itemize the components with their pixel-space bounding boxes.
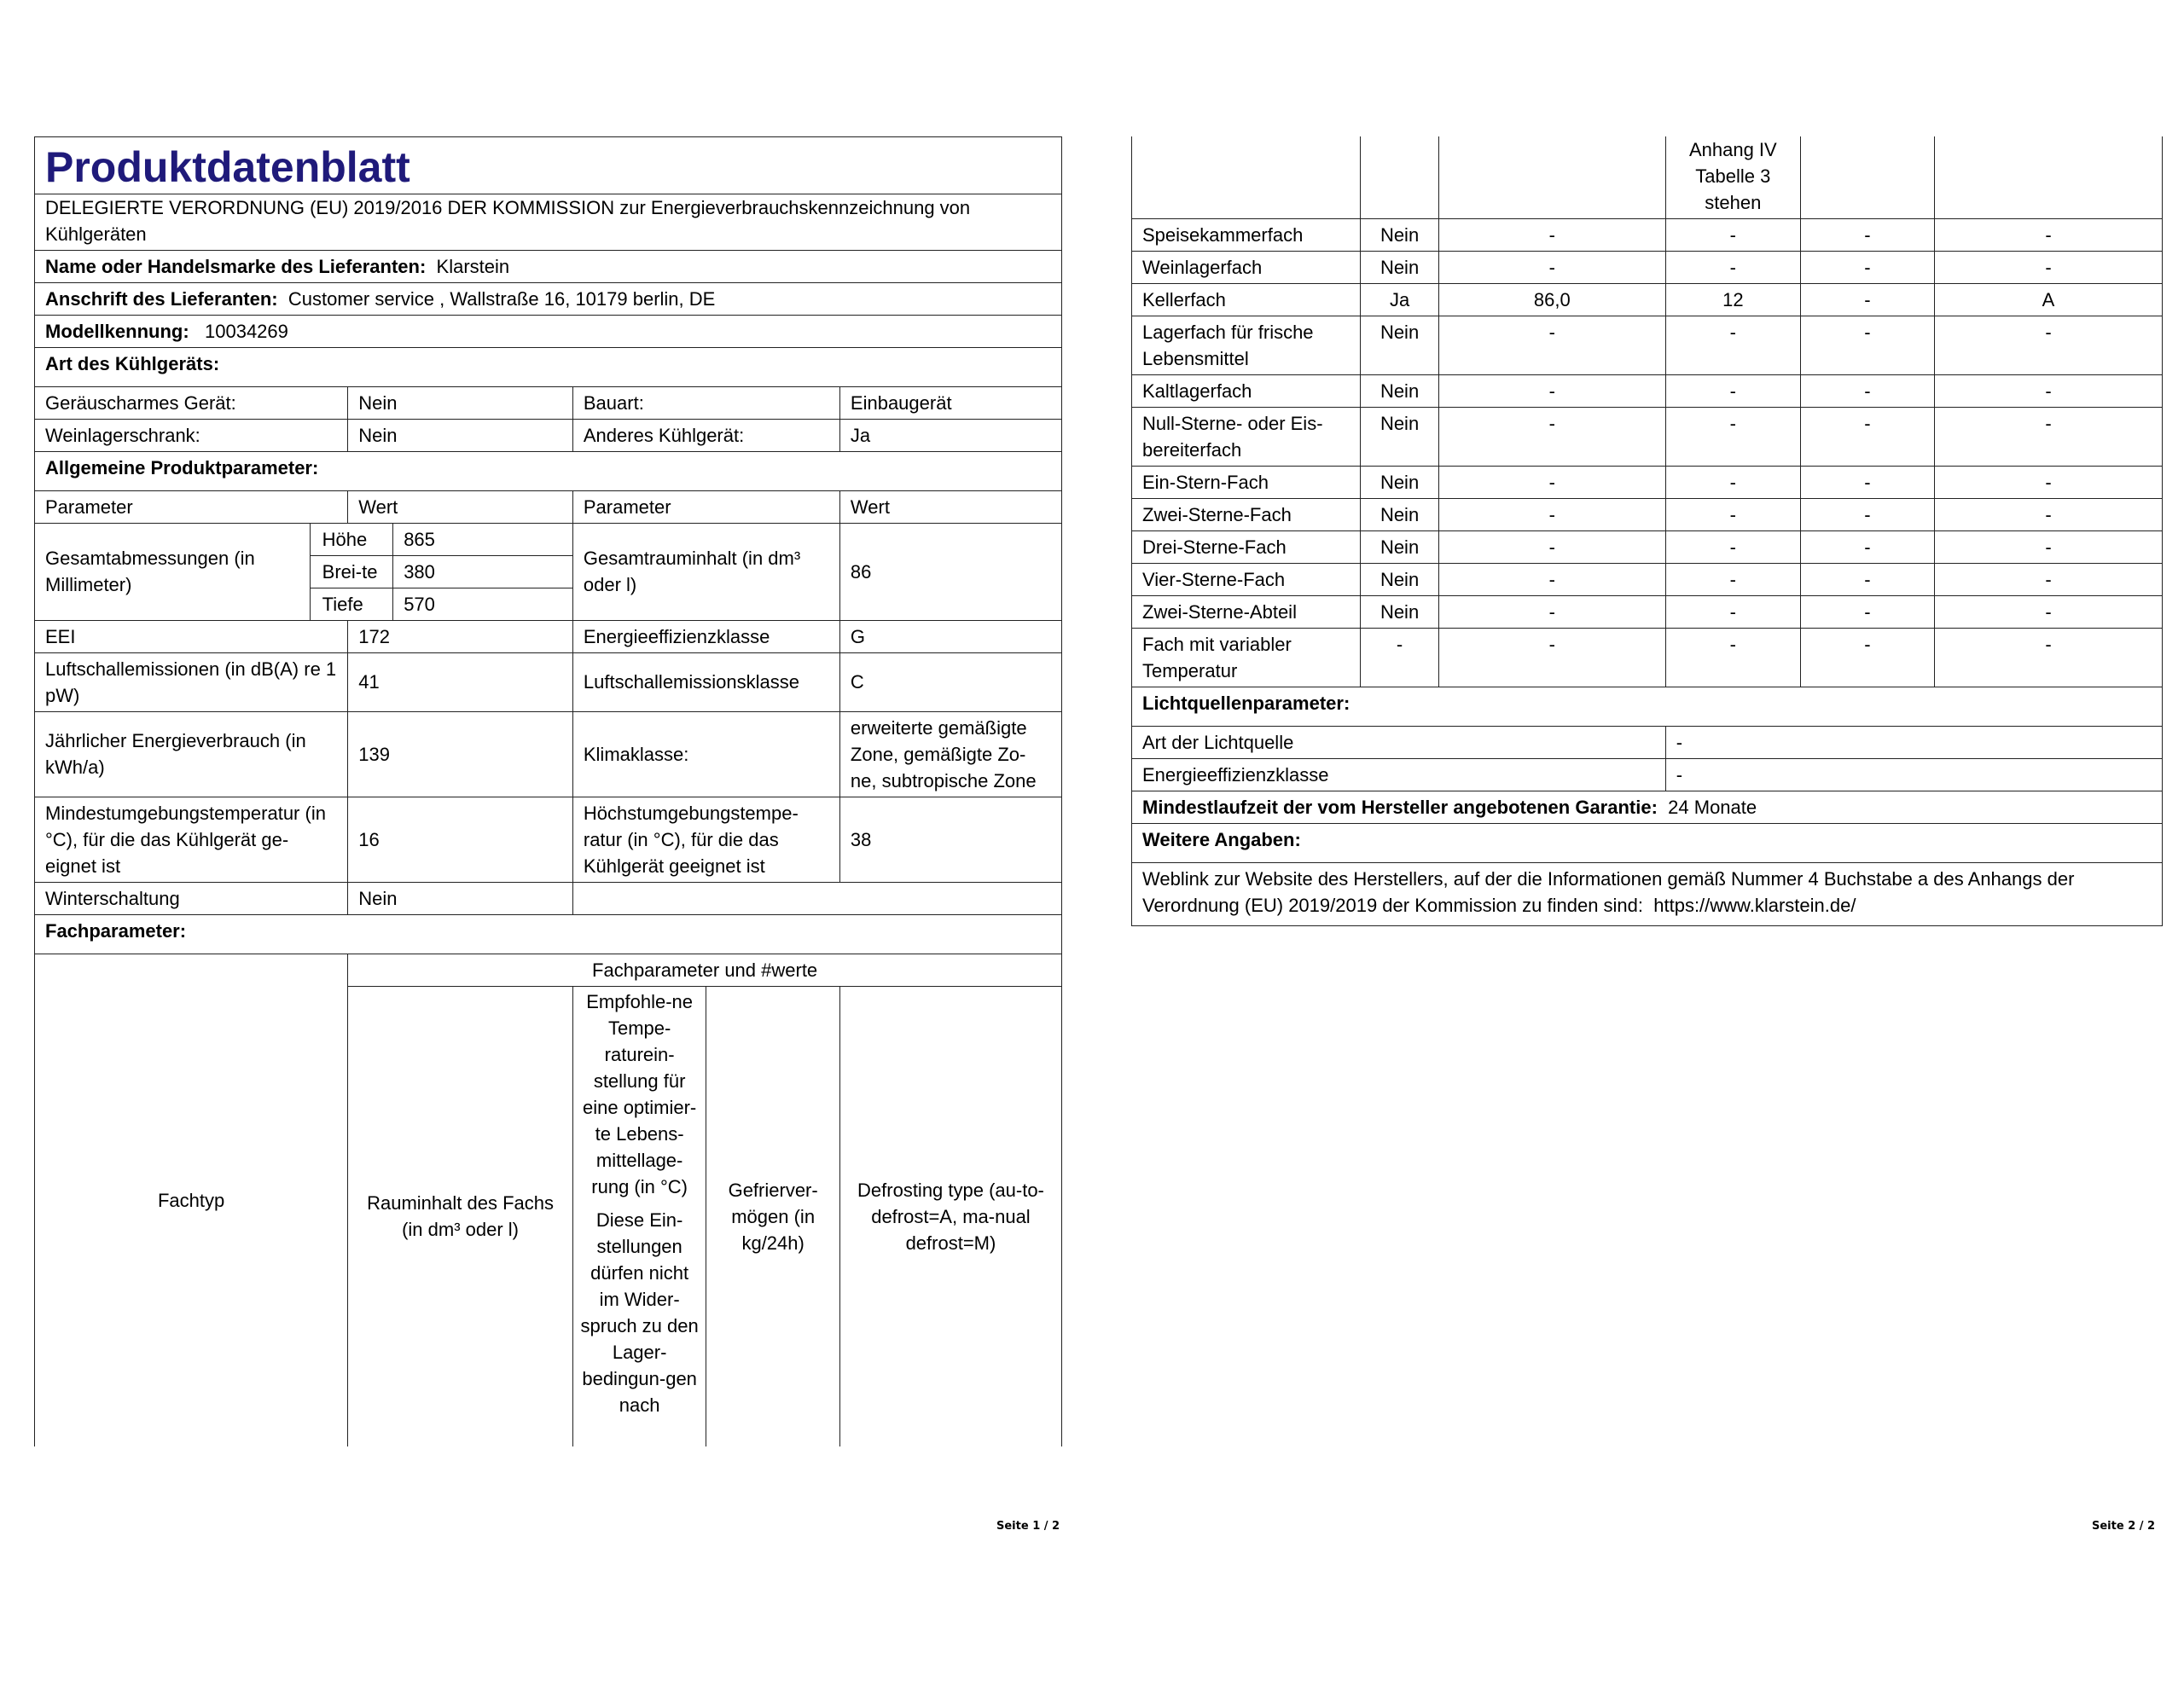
- compartment-volume: -: [1438, 499, 1665, 531]
- param-label: EEI: [35, 620, 348, 652]
- compartment-temp: -: [1665, 375, 1800, 408]
- param-label: Luftschallemissionsklasse: [572, 652, 839, 711]
- compartment-name: Null-Sterne- oder Eis-bereiterfach: [1132, 408, 1361, 467]
- compartment-freeze: -: [1800, 531, 1934, 564]
- compartment-row: [1132, 375, 2163, 408]
- compartment-temp-header: [572, 986, 706, 1446]
- compartment-volume: -: [1438, 219, 1665, 252]
- temp-header-part-b: Diese Ein-stellungen dürfen nicht im Wider-spruch zu den Lager-bedingun-gen nach: [580, 1209, 699, 1416]
- volume-label: Gesamtrauminhalt (in dm³ oder l): [572, 523, 839, 620]
- compartment-present: Nein: [1361, 316, 1439, 375]
- type-value: Einbaugerät: [839, 386, 1061, 419]
- compartment-freeze: -: [1800, 564, 1934, 596]
- column-header: Parameter: [572, 490, 839, 523]
- compartment-volume: -: [1438, 316, 1665, 375]
- compartment-name: Zwei-Sterne-Fach: [1132, 499, 1361, 531]
- compartment-row: [1132, 629, 2163, 687]
- compartment-freeze: -: [1800, 219, 1934, 252]
- compartment-volume: -: [1438, 467, 1665, 499]
- compartment-name: Drei-Sterne-Fach: [1132, 531, 1361, 564]
- param-label: Luftschallemissionen (in dB(A) re 1 pW): [35, 652, 348, 711]
- supplier-name-label: Name oder Handelsmarke des Lieferanten:: [45, 256, 427, 277]
- light-label: Art der Lichtquelle: [1132, 727, 1666, 759]
- page-number: Seite 2 / 2: [2092, 1520, 2156, 1533]
- compartment-temp: -: [1665, 219, 1800, 252]
- compartment-name: Kellerfach: [1132, 284, 1361, 316]
- compartment-name: Fach mit variabler Temperatur: [1132, 629, 1361, 687]
- general-row: [35, 711, 1062, 797]
- model-label: Modellkennung:: [45, 321, 189, 342]
- param-value: G: [839, 620, 1061, 652]
- param-value: 41: [348, 652, 573, 711]
- param-value: 172: [348, 620, 573, 652]
- empty-cell: [572, 882, 1061, 914]
- type-label: Weinlagerschrank:: [35, 419, 348, 451]
- compartment-defrost: -: [1934, 499, 2162, 531]
- supplier-name-value: Klarstein: [436, 256, 510, 277]
- compartment-freeze: -: [1800, 467, 1934, 499]
- volume-value: 86: [839, 523, 1061, 620]
- weblink-text: Weblink zur Website des Herstellers, auf der die Informationen gemäß Nummer 4 Buchstabe a des Anhangs der Verordnung (EU) 2019/2019 der Kommission zu finden sind:: [1142, 868, 2075, 916]
- width-label: Brei-te: [310, 555, 393, 588]
- light-label: Energieeffizienzklasse: [1132, 759, 1666, 791]
- type-value: Ja: [839, 419, 1061, 451]
- light-value: -: [1665, 759, 2162, 791]
- model-row: [35, 316, 1062, 348]
- compartment-table: [1131, 136, 2163, 926]
- compartment-freeze: -: [1800, 629, 1934, 687]
- cont-temp-header: Anhang IV Tabelle 3 stehen: [1665, 136, 1800, 219]
- compartment-row: [1132, 467, 2163, 499]
- warranty-label: Mindestlaufzeit der vom Hersteller angebotenen Garantie:: [1142, 797, 1658, 818]
- compartment-present: Nein: [1361, 375, 1439, 408]
- temp-header-part-a: Empfohle-ne Tempe-raturein-stellung für eine optimier-te Lebens-mittellage-rung (in °C): [582, 990, 697, 1197]
- page-1: [34, 136, 1062, 1446]
- compartment-volume: -: [1438, 596, 1665, 629]
- compartment-name: Zwei-Sterne-Abteil: [1132, 596, 1361, 629]
- compartment-row: [1132, 316, 2163, 375]
- compartment-row: [1132, 219, 2163, 252]
- compartment-volume: -: [1438, 564, 1665, 596]
- type-label: Geräuscharmes Gerät:: [35, 386, 348, 419]
- cont-cell: [1438, 136, 1665, 219]
- compartment-present: Nein: [1361, 467, 1439, 499]
- param-label: Energieeffizienzklasse: [572, 620, 839, 652]
- compartment-row: [1132, 284, 2163, 316]
- compartment-volume: -: [1438, 252, 1665, 284]
- header-table: [34, 136, 1062, 387]
- compartment-temp: -: [1665, 408, 1800, 467]
- compartment-present: Nein: [1361, 219, 1439, 252]
- param-value: 16: [348, 797, 573, 882]
- compartment-type-header: Fachtyp: [35, 954, 348, 1446]
- compartment-defrost: -: [1934, 629, 2162, 687]
- compartment-volume: -: [1438, 531, 1665, 564]
- compartment-name: Lagerfach für frische Lebensmittel: [1132, 316, 1361, 375]
- compartment-present: Nein: [1361, 531, 1439, 564]
- param-label: Jährlicher Energieverbrauch (in kWh/a): [35, 711, 348, 797]
- compartment-defrost: A: [1934, 284, 2162, 316]
- height-label: Höhe: [310, 523, 393, 555]
- cont-cell: [1361, 136, 1439, 219]
- page-number: Seite 1 / 2: [996, 1520, 1060, 1533]
- compartment-group-header: Fachparameter und #werte: [348, 954, 1062, 986]
- weblink-url[interactable]: https://www.klarstein.de/: [1653, 895, 1856, 916]
- height-value: 865: [393, 523, 573, 555]
- compartment-freeze: -: [1800, 252, 1934, 284]
- compartment-freeze: -: [1800, 596, 1934, 629]
- compartment-freeze: -: [1800, 408, 1934, 467]
- compartment-defrost: -: [1934, 219, 2162, 252]
- compartment-row: [1132, 408, 2163, 467]
- compartment-volume: -: [1438, 408, 1665, 467]
- compartment-defrost: -: [1934, 564, 2162, 596]
- general-row: [35, 652, 1062, 711]
- compartment-freeze: -: [1800, 316, 1934, 375]
- type-label: Anderes Kühlgerät:: [572, 419, 839, 451]
- supplier-address-row: [35, 283, 1062, 316]
- model-value: 10034269: [205, 321, 288, 342]
- page-2: [1131, 136, 2163, 926]
- compartment-row: [1132, 596, 2163, 629]
- compartment-defrost: -: [1934, 375, 2162, 408]
- column-header-row: [35, 490, 1062, 523]
- param-label: Mindestumgebungstemperatur (in °C), für die das Kühlgerät ge-eignet ist: [35, 797, 348, 882]
- compartment-row: [1132, 564, 2163, 596]
- compartment-defrost: -: [1934, 531, 2162, 564]
- compartment-freeze: -: [1800, 499, 1934, 531]
- supplier-name-row: [35, 251, 1062, 283]
- compartment-temp: -: [1665, 596, 1800, 629]
- width-value: 380: [393, 555, 573, 588]
- compartment-present: Nein: [1361, 564, 1439, 596]
- compartment-freeze: -: [1800, 375, 1934, 408]
- document-title: Produktdatenblatt: [35, 137, 1062, 194]
- column-header: Parameter: [35, 490, 348, 523]
- compartment-row: [1132, 499, 2163, 531]
- main-table: [34, 386, 1062, 1447]
- param-label: Klimaklasse:: [572, 711, 839, 797]
- type-label: Bauart:: [572, 386, 839, 419]
- depth-label: Tiefe: [310, 588, 393, 620]
- cont-cell: [1132, 136, 1361, 219]
- compartment-present: Nein: [1361, 252, 1439, 284]
- compartment-temp: -: [1665, 316, 1800, 375]
- param-value: 38: [839, 797, 1061, 882]
- type-row: [35, 386, 1062, 419]
- compartment-defrost: -: [1934, 467, 2162, 499]
- cont-cell: [1800, 136, 1934, 219]
- column-header: Wert: [839, 490, 1061, 523]
- param-label: Höchstumgebungstempe-ratur (in °C), für die das Kühlgerät geeignet ist: [572, 797, 839, 882]
- compartment-defrost: -: [1934, 596, 2162, 629]
- param-value: 139: [348, 711, 573, 797]
- compartment-temp: -: [1665, 531, 1800, 564]
- supplier-address-label: Anschrift des Lieferanten:: [45, 288, 278, 310]
- compartment-temp: -: [1665, 499, 1800, 531]
- type-row: [35, 419, 1062, 451]
- type-value: Nein: [348, 419, 573, 451]
- compartment-name: Vier-Sterne-Fach: [1132, 564, 1361, 596]
- compartment-name: Speisekammerfach: [1132, 219, 1361, 252]
- cont-cell: [1934, 136, 2162, 219]
- further-heading: Weitere Angaben:: [1132, 824, 2163, 863]
- warranty-row: [1132, 791, 2163, 824]
- compartment-volume: -: [1438, 629, 1665, 687]
- winter-label: Winterschaltung: [35, 882, 348, 914]
- compartment-defrost: -: [1934, 408, 2162, 467]
- compartment-defrost: -: [1934, 252, 2162, 284]
- light-heading: Lichtquellenparameter:: [1132, 687, 2163, 727]
- type-value: Nein: [348, 386, 573, 419]
- winter-row: [35, 882, 1062, 914]
- warranty-value: 24 Monate: [1668, 797, 1757, 818]
- weblink-row: [1132, 863, 2163, 926]
- compartment-temp: -: [1665, 564, 1800, 596]
- general-row: [35, 797, 1062, 882]
- dimensions-label: Gesamtabmessungen (in Millimeter): [35, 523, 311, 620]
- winter-value: Nein: [348, 882, 573, 914]
- compartment-temp: -: [1665, 467, 1800, 499]
- compartment-heading: Fachparameter:: [35, 914, 1062, 954]
- general-heading: Allgemeine Produktparameter:: [35, 451, 1062, 490]
- compartment-defrost-header: Defrosting type (au-to-defrost=A, ma-nual defrost=M): [839, 986, 1061, 1446]
- compartment-defrost: -: [1934, 316, 2162, 375]
- general-row: [35, 620, 1062, 652]
- compartment-temp: 12: [1665, 284, 1800, 316]
- compartment-volume: 86,0: [1438, 284, 1665, 316]
- compartment-row: [1132, 531, 2163, 564]
- compartment-present: Ja: [1361, 284, 1439, 316]
- compartment-freeze: -: [1800, 284, 1934, 316]
- light-row: [1132, 759, 2163, 791]
- compartment-row: [1132, 252, 2163, 284]
- compartment-temp: -: [1665, 252, 1800, 284]
- regulation-text: DELEGIERTE VERORDNUNG (EU) 2019/2016 DER KOMMISSION zur Energieverbrauchskennzeichnung von Kühlgeräten: [35, 194, 1062, 251]
- supplier-address-value: Customer service , Wallstraße 16, 10179 berlin, DE: [288, 288, 716, 310]
- light-row: [1132, 727, 2163, 759]
- column-header: Wert: [348, 490, 573, 523]
- light-value: -: [1665, 727, 2162, 759]
- compartment-present: Nein: [1361, 408, 1439, 467]
- compartment-name: Weinlagerfach: [1132, 252, 1361, 284]
- compartment-volume: -: [1438, 375, 1665, 408]
- depth-value: 570: [393, 588, 573, 620]
- compartment-freeze-header: Gefrierver-mögen (in kg/24h): [706, 986, 840, 1446]
- type-heading: Art des Kühlgeräts:: [35, 348, 1062, 387]
- compartment-name: Kaltlagerfach: [1132, 375, 1361, 408]
- compartment-present: -: [1361, 629, 1439, 687]
- param-value: erweiterte gemäßigte Zone, gemäßigte Zo-ne, subtropische Zone: [839, 711, 1061, 797]
- compartment-name: Ein-Stern-Fach: [1132, 467, 1361, 499]
- compartment-volume-header: Rauminhalt des Fachs (in dm³ oder l): [348, 986, 573, 1446]
- compartment-present: Nein: [1361, 596, 1439, 629]
- compartment-temp: -: [1665, 629, 1800, 687]
- compartment-present: Nein: [1361, 499, 1439, 531]
- param-value: C: [839, 652, 1061, 711]
